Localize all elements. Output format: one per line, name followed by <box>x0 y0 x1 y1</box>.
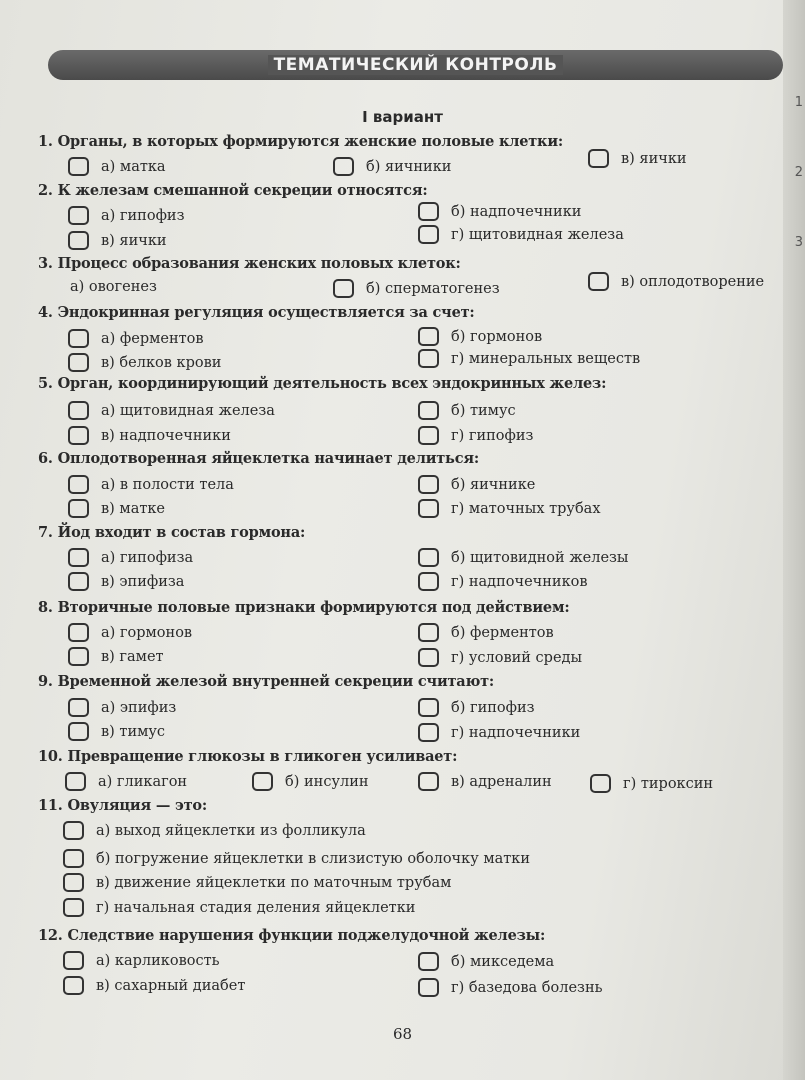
question-text: 10. Превращение глюкозы в гликоген усиливает: <box>38 748 458 765</box>
option-10c[interactable]: в) адреналин <box>418 772 552 791</box>
answer-checkbox[interactable] <box>68 548 89 567</box>
option-12a[interactable]: а) карликовость <box>63 951 220 970</box>
answer-checkbox[interactable] <box>418 572 439 591</box>
answer-checkbox[interactable] <box>418 978 439 997</box>
option-5a[interactable]: а) щитовидная железа <box>68 401 275 420</box>
answer-checkbox[interactable] <box>418 475 439 494</box>
answer-checkbox[interactable] <box>68 475 89 494</box>
question-7 <box>0 524 805 604</box>
option-1b[interactable]: б) яичники <box>333 157 451 176</box>
question-2 <box>0 182 805 262</box>
answer-checkbox[interactable] <box>418 426 439 445</box>
answer-checkbox[interactable] <box>588 272 609 291</box>
question-8 <box>0 599 805 679</box>
option-8b[interactable]: б) ферментов <box>418 623 554 642</box>
option-7b[interactable]: б) щитовидной железы <box>418 548 628 567</box>
question-text: 8. Вторичные половые признаки формируются под действием: <box>38 599 570 616</box>
answer-checkbox[interactable] <box>68 401 89 420</box>
answer-checkbox[interactable] <box>418 202 439 221</box>
option-8c[interactable]: в) гамет <box>68 647 164 666</box>
answer-checkbox[interactable] <box>68 499 89 518</box>
question-text: 3. Процесс образования женских половых клеток: <box>38 255 461 272</box>
question-text: 2. К железам смешанной секреции относятся: <box>38 182 428 199</box>
answer-checkbox[interactable] <box>68 722 89 741</box>
option-5b[interactable]: б) тимус <box>418 401 516 420</box>
answer-checkbox[interactable] <box>68 353 89 372</box>
option-2a[interactable]: а) гипофиз <box>68 206 185 225</box>
answer-checkbox[interactable] <box>418 623 439 642</box>
answer-checkbox[interactable] <box>68 623 89 642</box>
option-4a[interactable]: а) ферментов <box>68 329 204 348</box>
option-3b[interactable]: б) сперматогенез <box>333 279 500 298</box>
option-11a[interactable]: а) выход яйцеклетки из фолликула <box>63 821 366 840</box>
answer-checkbox[interactable] <box>418 499 439 518</box>
question-text: 1. Органы, в которых формируются женские половые клетки: <box>38 133 564 150</box>
answer-checkbox[interactable] <box>418 698 439 717</box>
answer-checkbox[interactable] <box>68 426 89 445</box>
answer-checkbox[interactable] <box>418 952 439 971</box>
answer-checkbox[interactable] <box>63 821 84 840</box>
answer-checkbox[interactable] <box>68 572 89 591</box>
answer-checkbox[interactable] <box>252 772 273 791</box>
question-12 <box>0 927 805 1007</box>
option-6b[interactable]: б) яичнике <box>418 475 535 494</box>
option-3c[interactable]: в) оплодотворение <box>588 272 764 291</box>
option-8a[interactable]: а) гормонов <box>68 623 192 642</box>
section-header-bar <box>48 50 783 80</box>
answer-checkbox[interactable] <box>63 898 84 917</box>
answer-checkbox[interactable] <box>63 849 84 868</box>
option-6d[interactable]: г) маточных трубах <box>418 499 601 518</box>
question-11 <box>0 797 805 922</box>
answer-checkbox[interactable] <box>418 772 439 791</box>
answer-checkbox[interactable] <box>68 647 89 666</box>
option-7c[interactable]: в) эпифиза <box>68 572 184 591</box>
option-10b[interactable]: б) инсулин <box>252 772 369 791</box>
option-11d[interactable]: г) начальная стадия деления яйцеклетки <box>63 898 415 917</box>
option-12c[interactable]: в) сахарный диабет <box>63 976 245 995</box>
option-9b[interactable]: б) гипофиз <box>418 698 535 717</box>
question-text: 6. Оплодотворенная яйцеклетка начинает делиться: <box>38 450 479 467</box>
option-9c[interactable]: в) тимус <box>68 722 165 741</box>
answer-checkbox[interactable] <box>418 225 439 244</box>
option-10a[interactable]: а) гликагон <box>65 772 187 791</box>
answer-checkbox[interactable] <box>333 279 354 298</box>
question-9 <box>0 673 805 753</box>
question-5 <box>0 375 805 455</box>
option-9a[interactable]: а) эпифиз <box>68 698 176 717</box>
answer-checkbox[interactable] <box>68 698 89 717</box>
answer-checkbox[interactable] <box>418 648 439 667</box>
edge-number: 2 <box>794 165 803 180</box>
option-12d[interactable]: г) базедова болезнь <box>418 978 603 997</box>
option-2b[interactable]: б) надпочечники <box>418 202 581 221</box>
option-5c[interactable]: в) надпочечники <box>68 426 231 445</box>
answer-checkbox[interactable] <box>63 951 84 970</box>
option-8d[interactable]: г) условий среды <box>418 648 582 667</box>
answer-checkbox[interactable] <box>590 774 611 793</box>
answer-checkbox[interactable] <box>588 149 609 168</box>
option-7d[interactable]: г) надпочечников <box>418 572 588 591</box>
question-text: 9. Временной железой внутренней секреции считают: <box>38 673 495 690</box>
question-text: 11. Овуляция — это: <box>38 797 208 814</box>
option-1c[interactable]: в) яички <box>588 149 687 168</box>
question-text: 4. Эндокринная регуляция осуществляется за счет: <box>38 304 475 321</box>
edge-number: 1 <box>794 95 803 110</box>
edge-number: 3 <box>794 235 803 250</box>
answer-checkbox[interactable] <box>63 976 84 995</box>
option-4c[interactable]: в) белков крови <box>68 353 221 372</box>
section-title: ТЕМАТИЧЕСКИЙ КОНТРОЛЬ <box>268 55 564 75</box>
answer-checkbox[interactable] <box>63 873 84 892</box>
question-text: 7. Йод входит в состав гормона: <box>38 524 306 541</box>
answer-checkbox[interactable] <box>68 329 89 348</box>
answer-checkbox[interactable] <box>418 723 439 742</box>
option-2d[interactable]: г) щитовидная железа <box>418 225 624 244</box>
option-2c[interactable]: в) яички <box>68 231 167 250</box>
answer-checkbox[interactable] <box>418 548 439 567</box>
variant-heading: I вариант <box>362 108 443 126</box>
answer-checkbox[interactable] <box>418 327 439 346</box>
option-5d[interactable]: г) гипофиз <box>418 426 533 445</box>
option-4d[interactable]: г) минеральных веществ <box>418 349 640 368</box>
answer-checkbox[interactable] <box>65 772 86 791</box>
answer-checkbox[interactable] <box>333 157 354 176</box>
option-12b[interactable]: б) микседема <box>418 952 554 971</box>
question-text: 12. Следствие нарушения функции поджелудочной железы: <box>38 927 546 944</box>
answer-checkbox[interactable] <box>418 401 439 420</box>
page-number: 68 <box>392 1025 413 1043</box>
option-4b[interactable]: б) гормонов <box>418 327 542 346</box>
option-11b[interactable]: б) погружение яйцеклетки в слизистую оболочку матки <box>63 849 530 868</box>
question-4 <box>0 304 805 384</box>
option-11c[interactable]: в) движение яйцеклетки по маточным трубам <box>63 873 451 892</box>
option-7a[interactable]: а) гипофиза <box>68 548 193 567</box>
option-6c[interactable]: в) матке <box>68 499 165 518</box>
option-10d[interactable]: г) тироксин <box>590 774 713 793</box>
answer-checkbox[interactable] <box>68 157 89 176</box>
question-text: 5. Орган, координирующий деятельность всех эндокринных желез: <box>38 375 607 392</box>
answer-checkbox[interactable] <box>68 206 89 225</box>
answer-checkbox[interactable] <box>418 349 439 368</box>
option-3a[interactable]: а) овогенез <box>70 279 157 295</box>
answer-checkbox[interactable] <box>68 231 89 250</box>
option-9d[interactable]: г) надпочечники <box>418 723 580 742</box>
option-6a[interactable]: а) в полости тела <box>68 475 234 494</box>
question-6 <box>0 450 805 530</box>
option-1a[interactable]: а) матка <box>68 157 166 176</box>
